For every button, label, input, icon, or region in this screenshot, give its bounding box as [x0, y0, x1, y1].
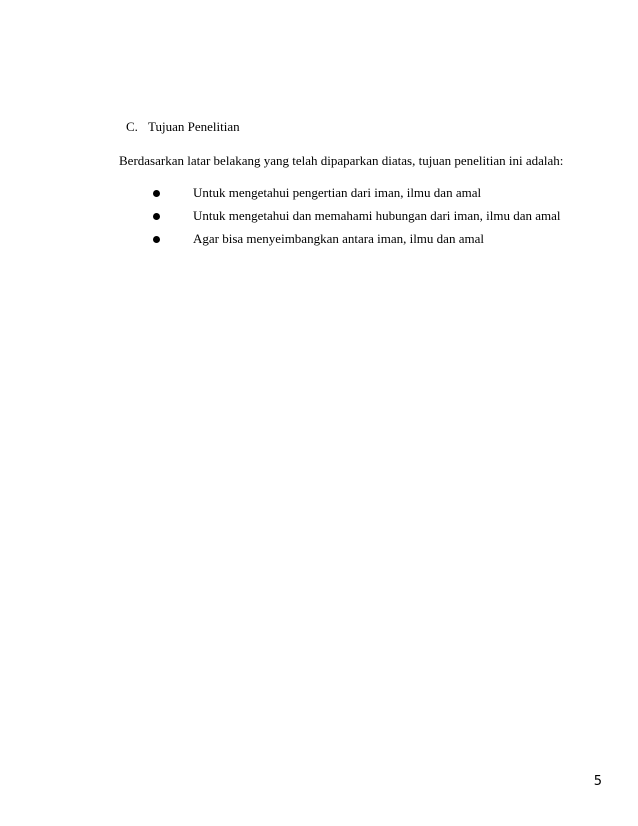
- list-item: [0, 208, 638, 231]
- list-item: [0, 185, 638, 208]
- section-letter: C.: [126, 119, 138, 134]
- bullet-icon: [153, 213, 160, 220]
- section-title: Tujuan Penelitian: [148, 119, 240, 134]
- list-item-text: Untuk mengetahui dan memahami hubungan dari iman, ilmu dan amal: [193, 208, 561, 223]
- bullet-icon: [153, 190, 160, 197]
- list-item-text: Agar bisa menyeimbangkan antara iman, ilmu dan amal: [193, 231, 484, 246]
- bullet-icon: [153, 236, 160, 243]
- list-item-text: Untuk mengetahui pengertian dari iman, ilmu dan amal: [193, 185, 482, 200]
- section-heading: [126, 119, 240, 135]
- objectives-list: [0, 185, 638, 254]
- list-item: [0, 231, 638, 254]
- page-number: 5: [593, 774, 602, 789]
- intro-paragraph: Berdasarkan latar belakang yang telah dipaparkan diatas, tujuan penelitian ini adalah:: [119, 153, 564, 168]
